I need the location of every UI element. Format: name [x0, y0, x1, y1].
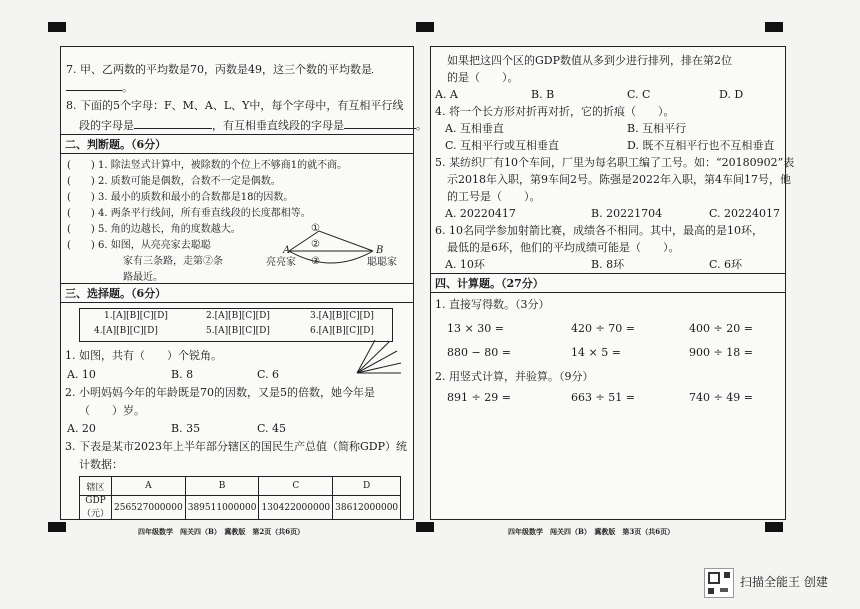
choice-1: 1. 如图，共有（ ）个锐角。 [65, 349, 222, 362]
registration-mark [48, 522, 66, 532]
page-footer-left: 四年级数学 闯关四（B） 冀教版 第2页（共6页） [138, 527, 305, 536]
left-page: 7. 甲、乙两数的平均数是70，丙数是49，这三个数的平均数是 。 8. 下面的5个字母：F、M、A、L、Y中，每个字母中，有互相平行线 段的字母是 ，有互相垂直线段的字母是 。 二、判断题。（6分） ( ) 1. 除法竖式计算中，被除数的个位上不够商1的就不商。 ( ) 2. 质数可能是偶数，合数不一定是偶数。 ( ) 3. 最小的质数和最小的合数都是18的因数。 ( ) 4. 两条平行线间，所有垂直线段的长度都相等。 ( ) 5. 角的边越长，角的度数越大。 ( ) 6. 如图，从亮亮家去聪聪 家有三条路，走第②条 路最近。 ① ② ③ A B 亮亮家 聪聪家 三、选择题。（6分） 1.[A][B][C][D] 2.[A][B][C][D] 3.[A][B][C][D] 4.[A][B][C][D] 5.[A][B][C][D] 6.[A][B][C][D] 1. 如图，共有（ ）个锐角。 A. 10 B. 8 C. 6 2. 小明妈妈今年的年龄既是70的因数，又是5的倍数，她今年是 （ ）岁。 A. 20 B. 35 C. 45 3. 下表是某市2023年上半年部分辖区的国民生产总值（简称GDP）统 计数据： 辖区 A B C D GDP（元） 256527000000 389511000000 130422000000 38612000000 [60, 46, 414, 520]
answer-sheet [79, 308, 393, 342]
right-page: 如果把这四个区的GDP数值从多到少进行排列，排在第2位 的是（ ）。 A. A B. B C. C D. D 4. 将一个长方形对折再对折，它的折痕（ ）。 A. 互相垂直 B. 互相平行 C. 互相平行或互相垂直 D. 既不互相平行也不互相垂直 5. 某纺织厂有10个车间，厂里为每名职工编了工号。如：“20180902”表 示2018年入职，第9车间2号。陈强是2022年入职，第4车间17号，他 的工号是（ ）。 A. 20220417 B. 20221704 C. 20224017 6. 10名同学参加射箭比赛，成绩各不相同。其中，最高的是10环， 最低的是6环，他们的平均成绩可能是（ ）。 A. 10环 B. 8环 C. 6环 四、计算题。（27分） 1. 直接写得数。（3分） 13 × 30 = 420 ÷ 70 = 400 ÷ 20 = 880 − 80 = 14 × 5 = 900 ÷ 18 = 2. 用竖式计算，并验算。（9分） 891 ÷ 29 = 663 ÷ 51 = 740 ÷ 49 = [430, 46, 786, 520]
choice-option: A. 20220417 [445, 207, 516, 220]
choice-2: 2. 小明妈妈今年的年龄既是70的因数，又是5的倍数，她今年是 [65, 386, 375, 399]
calc-item: 663 ÷ 51 = [571, 391, 635, 404]
calc-item: 13 × 30 = [447, 322, 504, 335]
question-7: 7. 甲、乙两数的平均数是70，丙数是49，这三个数的平均数是 [66, 63, 372, 76]
choice-option: C. 20224017 [709, 207, 781, 220]
judge-item: ( ) 5. 角的边越长，角的度数越大。 [67, 224, 241, 235]
calc-item: 900 ÷ 18 = [689, 346, 753, 359]
section-calc-title: 四、计算题。（27分） [435, 277, 544, 290]
table-header: D [333, 477, 401, 496]
question-5: 5. 某纺织厂有10个车间，厂里为每名职工编了工号。如：“20180902”表 [435, 156, 795, 169]
choice-option: B. 35 [171, 422, 201, 435]
choice-option: C. 45 [257, 422, 287, 435]
table-header: A [112, 477, 186, 496]
judge-item: ( ) 6. 如图，从亮亮家去聪聪 [67, 240, 211, 251]
calc-item: 891 ÷ 29 = [447, 391, 511, 404]
choice-option: A. A [435, 88, 458, 101]
judge-item: ( ) 3. 最小的质数和最小的合数都是18的因数。 [67, 192, 294, 203]
calc-subtitle: 2. 用竖式计算，并验算。（9分） [435, 370, 594, 383]
choice-option: A. 10环 [445, 258, 485, 271]
question-8: 8. 下面的5个字母：F、M、A、L、Y中，每个字母中，有互相平行线 [66, 99, 404, 112]
section-judge-title: 二、判断题。（6分） [65, 138, 167, 151]
choice-option: A. 20 [67, 422, 96, 435]
qr-code-icon [704, 568, 734, 598]
choice-option: B. 8 [171, 368, 194, 381]
table-header: B [185, 477, 259, 496]
calc-item: 400 ÷ 20 = [689, 322, 753, 335]
calc-subtitle: 1. 直接写得数。（3分） [435, 298, 550, 311]
choice-option: B. B [531, 88, 555, 101]
table-header: C [259, 477, 333, 496]
table-cell: 389511000000 [185, 496, 259, 520]
choice-option: A. 10 [67, 368, 96, 381]
choice-3: 3. 下表是某市2023年上半年部分辖区的国民生产总值（简称GDP）统 [65, 440, 407, 453]
table-header: 辖区 [80, 477, 112, 496]
table-cell: 130422000000 [259, 496, 333, 520]
calc-item: 420 ÷ 70 = [571, 322, 635, 335]
scanner-watermark: 扫描全能王 创建 [740, 575, 828, 589]
answer-option[interactable]: 5.[A][B][C][D] [206, 326, 270, 336]
section-choice-title: 三、选择题。（6分） [65, 287, 167, 300]
choice-option: A. 互相垂直 [445, 122, 504, 135]
calc-item: 740 ÷ 49 = [689, 391, 753, 404]
table-cell: 256527000000 [112, 496, 186, 520]
label-congcong-home: 聪聪家 [367, 257, 397, 268]
calc-item: 880 − 80 = [447, 346, 511, 359]
label-lianglaing-home: 亮亮家 [266, 257, 296, 268]
answer-option[interactable]: 1.[A][B][C][D] [104, 311, 168, 321]
table-cell: GDP（元） [80, 496, 112, 520]
registration-mark [765, 522, 783, 532]
registration-mark [416, 22, 434, 32]
registration-mark [765, 22, 783, 32]
acute-angle-figure [351, 339, 405, 379]
choice-option: C. C [627, 88, 651, 101]
answer-option[interactable]: 2.[A][B][C][D] [206, 311, 270, 321]
judge-item: ( ) 4. 两条平行线间，所有垂直线段的长度都相等。 [67, 208, 311, 219]
calc-item: 14 × 5 = [571, 346, 621, 359]
answer-option[interactable]: 6.[A][B][C][D] [310, 326, 374, 336]
page-footer-right: 四年级数学 闯关四（B） 冀教版 第3页（共6页） [508, 527, 675, 536]
judge-item: ( ) 2. 质数可能是偶数，合数不一定是偶数。 [67, 176, 281, 187]
choice-option: D. D [719, 88, 744, 101]
choice-option: B. 8环 [591, 258, 625, 271]
choice-option: B. 20221704 [591, 207, 663, 220]
question-4: 4. 将一个长方形对折再对折，它的折痕（ ）。 [435, 105, 675, 118]
table-cell: 38612000000 [333, 496, 401, 520]
registration-mark [48, 22, 66, 32]
choice-option: C. 互相平行或互相垂直 [445, 139, 560, 152]
choice-option: C. 6 [257, 368, 280, 381]
choice-option: B. 互相平行 [627, 122, 687, 135]
answer-option[interactable]: 3.[A][B][C][D] [310, 311, 374, 321]
answer-option[interactable]: 4.[A][B][C][D] [94, 326, 158, 336]
choice-option: D. 既不互相平行也不互相垂直 [627, 139, 775, 152]
gdp-table [79, 476, 401, 520]
judge-item: ( ) 1. 除法竖式计算中，被除数的个位上不够商1的就不商。 [67, 160, 348, 171]
registration-mark [416, 522, 434, 532]
question-6: 6. 10名同学参加射箭比赛，成绩各不相同。其中，最高的是10环， [435, 224, 763, 237]
choice-option: C. 6环 [709, 258, 743, 271]
